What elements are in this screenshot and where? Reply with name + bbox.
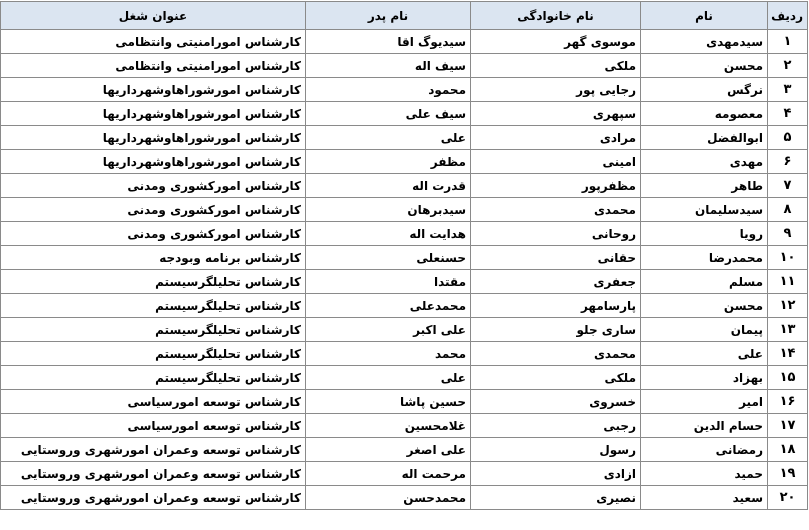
header-family-name: نام خانوادگی [471,2,641,30]
cell-first-name: امیر [641,390,768,414]
cell-job-title: کارشناس توسعه امورسیاسی [1,390,306,414]
cell-index: ۲ [768,54,808,78]
cell-first-name: نرگس [641,78,768,102]
cell-family-name: مرادی [471,126,641,150]
table-row [1,342,808,366]
cell-father-name: علی [306,126,471,150]
cell-first-name: بهزاد [641,366,768,390]
cell-family-name: امینی [471,150,641,174]
cell-index: ۱۶ [768,390,808,414]
cell-father-name: محمود [306,78,471,102]
cell-family-name: رسول [471,438,641,462]
cell-job-title: کارشناس توسعه وعمران امورشهری وروستایی [1,438,306,462]
table-row [1,54,808,78]
cell-index: ۲۰ [768,486,808,510]
cell-father-name: محمد [306,342,471,366]
cell-job-title: کارشناس تحلیلگرسیستم [1,294,306,318]
table-row [1,390,808,414]
cell-family-name: جعفری [471,270,641,294]
table-row [1,102,808,126]
cell-father-name: سیدبرهان [306,198,471,222]
cell-family-name: محمدی [471,342,641,366]
table-row [1,174,808,198]
cell-first-name: محسن [641,54,768,78]
table-row [1,270,808,294]
cell-index: ۱۸ [768,438,808,462]
cell-index: ۱۷ [768,414,808,438]
cell-index: ۹ [768,222,808,246]
cell-father-name: حسنعلی [306,246,471,270]
table-row [1,366,808,390]
cell-index: ۳ [768,78,808,102]
cell-family-name: حقانی [471,246,641,270]
employee-table [0,1,808,510]
cell-first-name: سیدمهدی [641,30,768,54]
cell-first-name: سیدسلیمان [641,198,768,222]
cell-father-name: قدرت اله [306,174,471,198]
cell-index: ۱۵ [768,366,808,390]
cell-first-name: رمضانی [641,438,768,462]
table-row [1,246,808,270]
table-row [1,198,808,222]
cell-family-name: رجایی پور [471,78,641,102]
cell-family-name: سپهری [471,102,641,126]
cell-index: ۵ [768,126,808,150]
cell-first-name: مسلم [641,270,768,294]
cell-first-name: مهدی [641,150,768,174]
table-row [1,462,808,486]
cell-family-name: ملکی [471,54,641,78]
table-header-row [1,2,808,30]
cell-job-title: کارشناس امورامنیتی وانتظامی [1,54,306,78]
cell-first-name: سعید [641,486,768,510]
cell-job-title: کارشناس امورشوراهاوشهرداریها [1,102,306,126]
cell-first-name: محمدرضا [641,246,768,270]
cell-father-name: علی اکبر [306,318,471,342]
cell-index: ۱ [768,30,808,54]
cell-first-name: محسن [641,294,768,318]
cell-family-name: مظفرپور [471,174,641,198]
cell-job-title: کارشناس امورکشوری ومدنی [1,174,306,198]
cell-job-title: کارشناس امورکشوری ومدنی [1,222,306,246]
header-first-name: نام [641,2,768,30]
cell-family-name: روحانی [471,222,641,246]
table-row [1,294,808,318]
cell-job-title: کارشناس تحلیلگرسیستم [1,342,306,366]
cell-father-name: سیدیوگ اقا [306,30,471,54]
cell-index: ۷ [768,174,808,198]
table-row [1,486,808,510]
cell-index: ۶ [768,150,808,174]
table-row [1,78,808,102]
cell-job-title: کارشناس تحلیلگرسیستم [1,366,306,390]
cell-family-name: نصیری [471,486,641,510]
cell-first-name: حسام الدین [641,414,768,438]
cell-job-title: کارشناس تحلیلگرسیستم [1,318,306,342]
cell-job-title: کارشناس توسعه وعمران امورشهری وروستایی [1,486,306,510]
cell-index: ۱۰ [768,246,808,270]
cell-first-name: طاهر [641,174,768,198]
cell-family-name: محمدی [471,198,641,222]
cell-father-name: علی اصغر [306,438,471,462]
cell-job-title: کارشناس برنامه وبودجه [1,246,306,270]
cell-father-name: حسین پاشا [306,390,471,414]
table-row [1,438,808,462]
cell-first-name: علی [641,342,768,366]
cell-job-title: کارشناس توسعه وعمران امورشهری وروستایی [1,462,306,486]
cell-job-title: کارشناس امورامنیتی وانتظامی [1,30,306,54]
cell-job-title: کارشناس امورشوراهاوشهرداریها [1,126,306,150]
cell-father-name: محمدعلی [306,294,471,318]
cell-first-name: ابوالفضل [641,126,768,150]
header-index: ردیف [768,2,808,30]
cell-family-name: ازادی [471,462,641,486]
cell-family-name: پارسامهر [471,294,641,318]
cell-job-title: کارشناس امورشوراهاوشهرداریها [1,150,306,174]
cell-first-name: معصومه [641,102,768,126]
cell-job-title: کارشناس توسعه امورسیاسی [1,414,306,438]
cell-father-name: هدایت اله [306,222,471,246]
cell-job-title: کارشناس تحلیلگرسیستم [1,270,306,294]
cell-father-name: غلامحسین [306,414,471,438]
cell-index: ۸ [768,198,808,222]
cell-father-name: مرحمت اله [306,462,471,486]
cell-index: ۱۲ [768,294,808,318]
header-job-title: عنوان شغل [1,2,306,30]
cell-father-name: محمدحسن [306,486,471,510]
cell-father-name: مقتدا [306,270,471,294]
cell-father-name: سیف علی [306,102,471,126]
cell-family-name: موسوی گهر [471,30,641,54]
cell-first-name: رویا [641,222,768,246]
cell-index: ۱۳ [768,318,808,342]
cell-father-name: سیف اله [306,54,471,78]
table-body [1,30,808,510]
table-row [1,30,808,54]
cell-job-title: کارشناس امورشوراهاوشهرداریها [1,78,306,102]
cell-index: ۱۴ [768,342,808,366]
cell-family-name: رجبی [471,414,641,438]
cell-index: ۱۹ [768,462,808,486]
cell-family-name: خسروی [471,390,641,414]
cell-family-name: ملکی [471,366,641,390]
cell-index: ۴ [768,102,808,126]
cell-first-name: پیمان [641,318,768,342]
table-row [1,126,808,150]
table-row [1,318,808,342]
table-row [1,150,808,174]
cell-family-name: ساری جلو [471,318,641,342]
cell-father-name: علی [306,366,471,390]
cell-job-title: کارشناس امورکشوری ومدنی [1,198,306,222]
table-row [1,414,808,438]
cell-father-name: مظفر [306,150,471,174]
employee-table-sheet [0,1,809,530]
header-father-name: نام پدر [306,2,471,30]
table-row [1,222,808,246]
cell-index: ۱۱ [768,270,808,294]
cell-first-name: حمید [641,462,768,486]
